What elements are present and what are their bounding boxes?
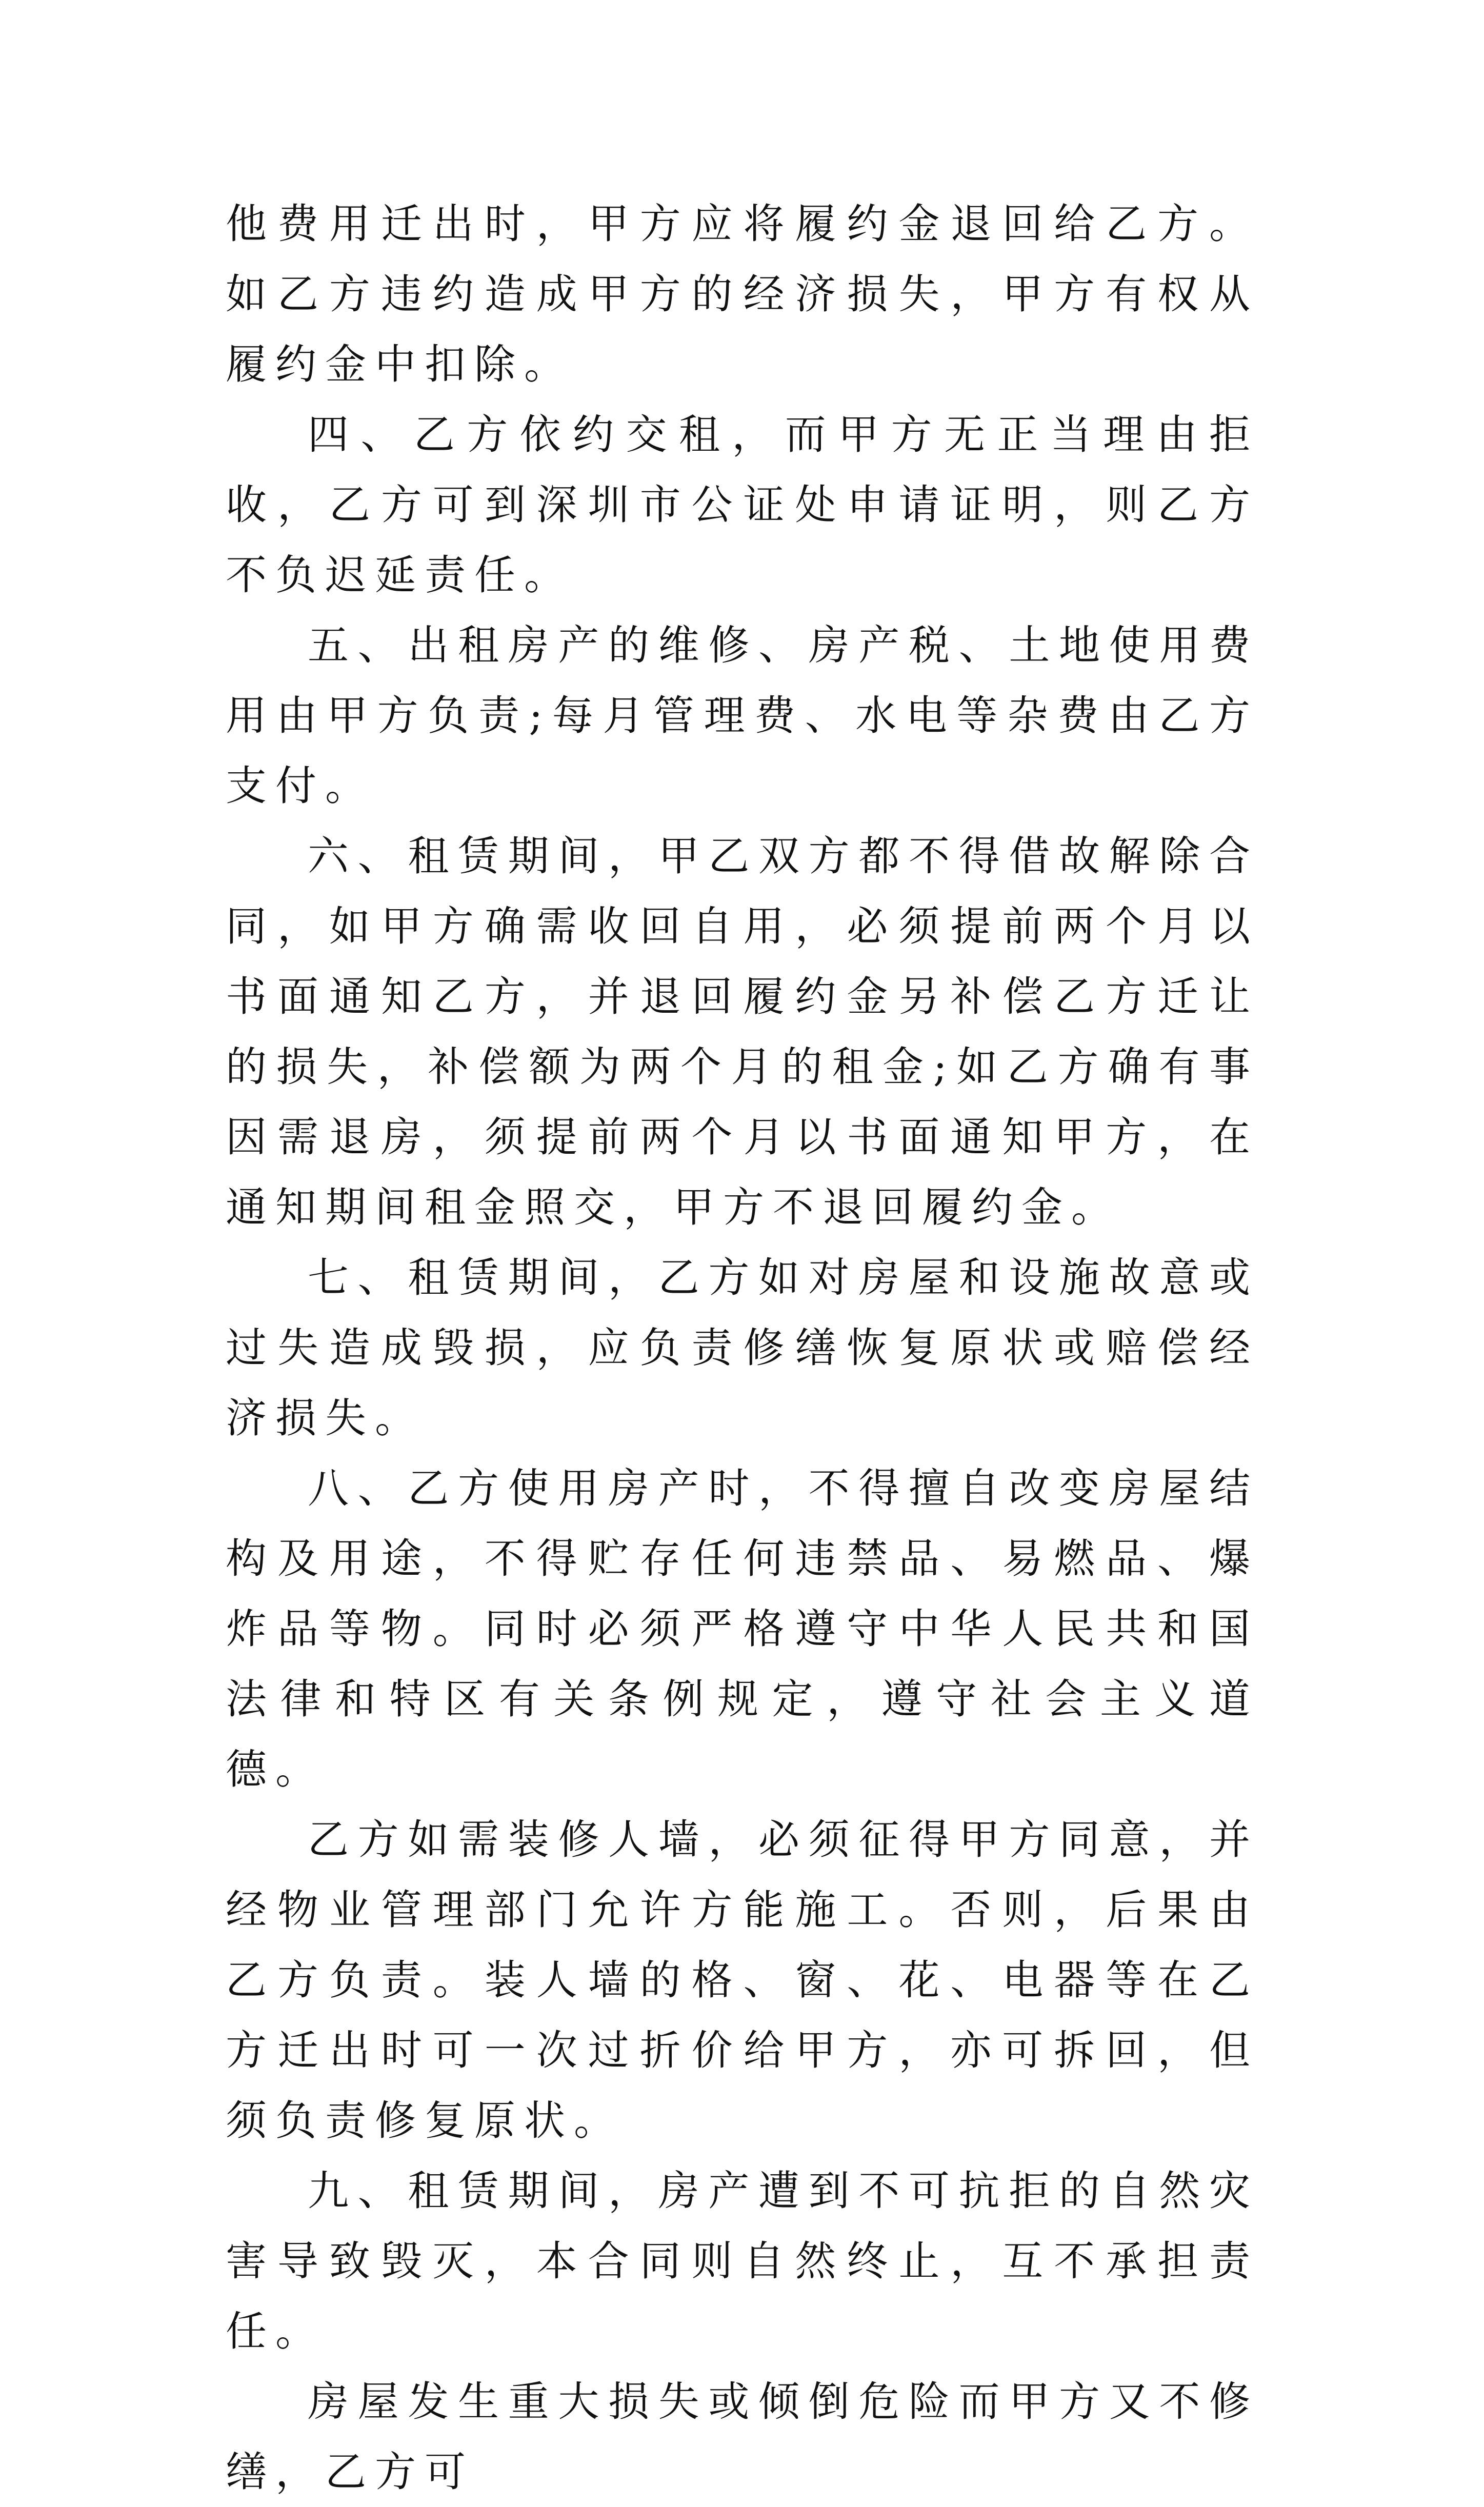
paragraph-clause-9-force-majeure: 九、租赁期间，房产遭到不可抗拒的自然灾害导致毁灭，本合同则自然终止，互不承担责任。 (226, 2167, 1259, 2355)
paragraph-renovation: 乙方如需装修人墙，必须征得甲方同意，并经物业管理部门允许方能施工。否则，后果由乙方负责。装人墙的格、窗、花、电器等在乙方迁出时可一次过折价给甲方，亦可拆回，但须负责修复原状。 (226, 1816, 1259, 2144)
document-body (226, 189, 1259, 2507)
paragraph-clause-8-usage: 八、乙方使用房产时，不得擅自改变房屋结构及用途，不得贮存任何违禁品、易燃品、爆炸品等物。同时必须严格遵守中华人民共和国法律和特区有关条例规定，遵守社会主义道德。 (226, 1465, 1259, 1793)
paragraph-clause-7-damage: 七、租赁期间，乙方如对房屋和设施故意或过失造成毁损，应负责修缮恢复原状或赔偿经济损失。 (226, 1254, 1259, 1442)
paragraph-clause-5-maintenance-fees: 五、出租房产的维修、房产税、土地使用费用由甲方负责;每月管理费、水电等杂费由乙方支付。 (226, 621, 1259, 810)
paragraph-continued-deposit-refund: 他费用迁出时，甲方应将履约金退回给乙方。如乙方违约造成甲方的经济损失，甲方有权从履约金中扣除。 (226, 200, 1259, 388)
paragraph-clause-4-rent-payment: 四、乙方依约交租，而甲方无正当理由拒收，乙方可到深圳市公证处申请证明，则乙方不负迟延责任。 (226, 411, 1259, 599)
paragraph-clause-6-termination: 六、租赁期间，甲乙双方都不得借故解除合同，如甲方确需收回自用，必须提前两个月以书面通知乙方，并退回履约金另补偿乙方迁让的损失，补偿额为两个月的租金;如乙方确有事因需退房，须提前两个月以书面通知甲方，在通知期间租金照交，甲方不退回履约金。 (226, 832, 1259, 1231)
paragraph-major-damage: 房屋发生重大损失或倾倒危险而甲方又不修缮，乙方可 (226, 2378, 1259, 2496)
